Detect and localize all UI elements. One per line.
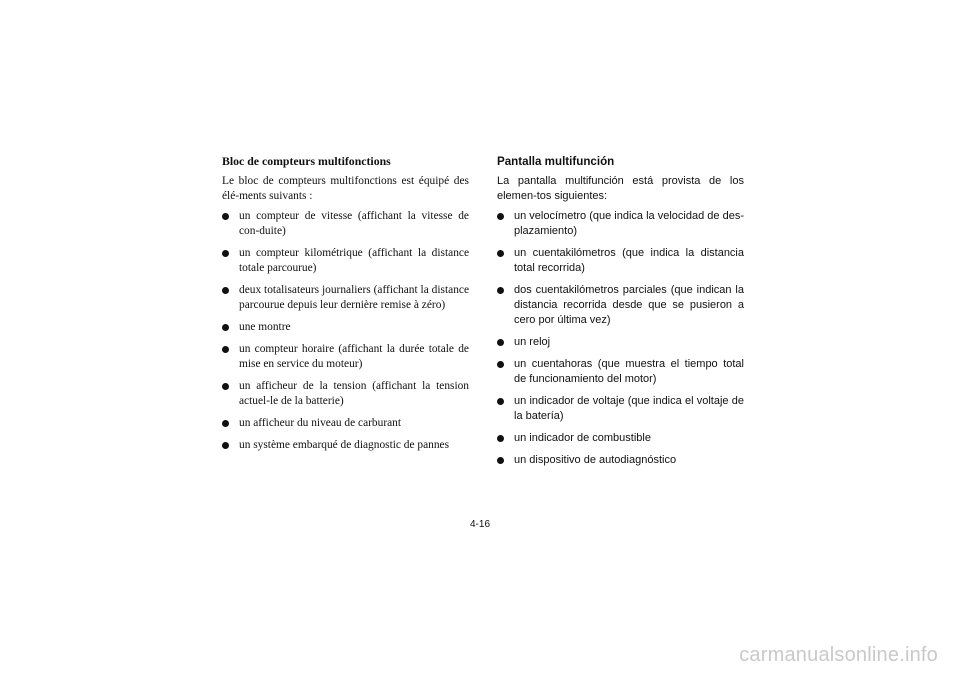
french-list-item <box>222 379 469 409</box>
bullet-icon <box>497 250 504 257</box>
bullet-icon <box>497 457 504 464</box>
bullet-icon <box>222 442 229 449</box>
spanish-list-item-text: un reloj <box>514 336 551 348</box>
spanish-list-item-text: un indicador de combustible <box>514 432 651 444</box>
spanish-list-item <box>497 357 744 387</box>
bullet-icon <box>222 346 229 353</box>
bullet-icon <box>222 324 229 331</box>
french-list-item <box>222 209 469 239</box>
bullet-icon <box>222 383 229 390</box>
french-heading: Bloc de compteurs multifonctions <box>222 154 391 168</box>
bullet-icon <box>497 435 504 442</box>
spanish-column <box>497 154 744 475</box>
spanish-feature-list <box>497 209 744 468</box>
spanish-list-item-text: un velocímetro (que indica la velocidad de des-plazamiento) <box>514 210 744 237</box>
french-list-item-text: un afficheur de la tension (affichant la tension actuel-le de la batterie) <box>239 380 469 407</box>
bullet-icon <box>497 339 504 346</box>
french-list-item <box>222 283 469 313</box>
spanish-intro: La pantalla multifunción está provista de los elemen-tos siguientes: <box>497 175 744 202</box>
spanish-list-item <box>497 431 744 446</box>
page-number: 4-16 <box>469 519 490 530</box>
french-intro: Le bloc de compteurs multifonctions est équipé des élé-ments suivants : <box>222 175 469 202</box>
spanish-list-item <box>497 209 744 239</box>
french-list-item <box>222 416 469 431</box>
spanish-list-item <box>497 453 744 468</box>
spanish-heading: Pantalla multifunción <box>497 155 615 168</box>
spanish-list-item-text: dos cuentakilómetros parciales (que indican la distancia recorrida desde que se pusieron a cero por última vez) <box>514 284 744 326</box>
bullet-icon <box>497 213 504 220</box>
spanish-list-item <box>497 246 744 276</box>
bullet-icon <box>497 287 504 294</box>
spanish-list-item-text: un indicador de voltaje (que indica el voltaje de la batería) <box>514 395 744 422</box>
french-list-item <box>222 438 469 453</box>
bullet-icon <box>222 420 229 427</box>
french-list-item-text: un compteur de vitesse (affichant la vitesse de con-duite) <box>239 210 469 237</box>
french-list-item-text: un compteur horaire (affichant la durée totale de mise en service du moteur) <box>239 343 469 370</box>
watermark: carmanualsonline.info <box>739 644 938 666</box>
spanish-list-item <box>497 335 744 350</box>
spanish-list-item <box>497 283 744 328</box>
spanish-list-item <box>497 394 744 424</box>
spanish-list-item-text: un cuentakilómetros (que indica la distancia total recorrida) <box>514 247 744 274</box>
french-list-item-text: un afficheur du niveau de carburant <box>239 417 402 429</box>
french-feature-list <box>222 209 469 453</box>
french-list-item <box>222 342 469 372</box>
spanish-list-item-text: un cuentahoras (que muestra el tiempo total de funcionamiento del motor) <box>514 358 744 385</box>
bullet-icon <box>222 213 229 220</box>
bullet-icon <box>222 287 229 294</box>
bullet-icon <box>222 250 229 257</box>
french-list-item-text: une montre <box>239 321 291 333</box>
spanish-list-item-text: un dispositivo de autodiagnóstico <box>514 454 677 466</box>
french-list-item-text: un compteur kilométrique (affichant la distance totale parcourue) <box>239 247 469 274</box>
bullet-icon <box>497 398 504 405</box>
french-list-item <box>222 246 469 276</box>
french-list-item <box>222 320 469 335</box>
french-list-item-text: un système embarqué de diagnostic de pannes <box>239 439 450 451</box>
french-column <box>222 154 469 460</box>
bullet-icon <box>497 361 504 368</box>
french-list-item-text: deux totalisateurs journaliers (affichant la distance parcourue depuis leur dernière remise à zéro) <box>239 284 469 311</box>
